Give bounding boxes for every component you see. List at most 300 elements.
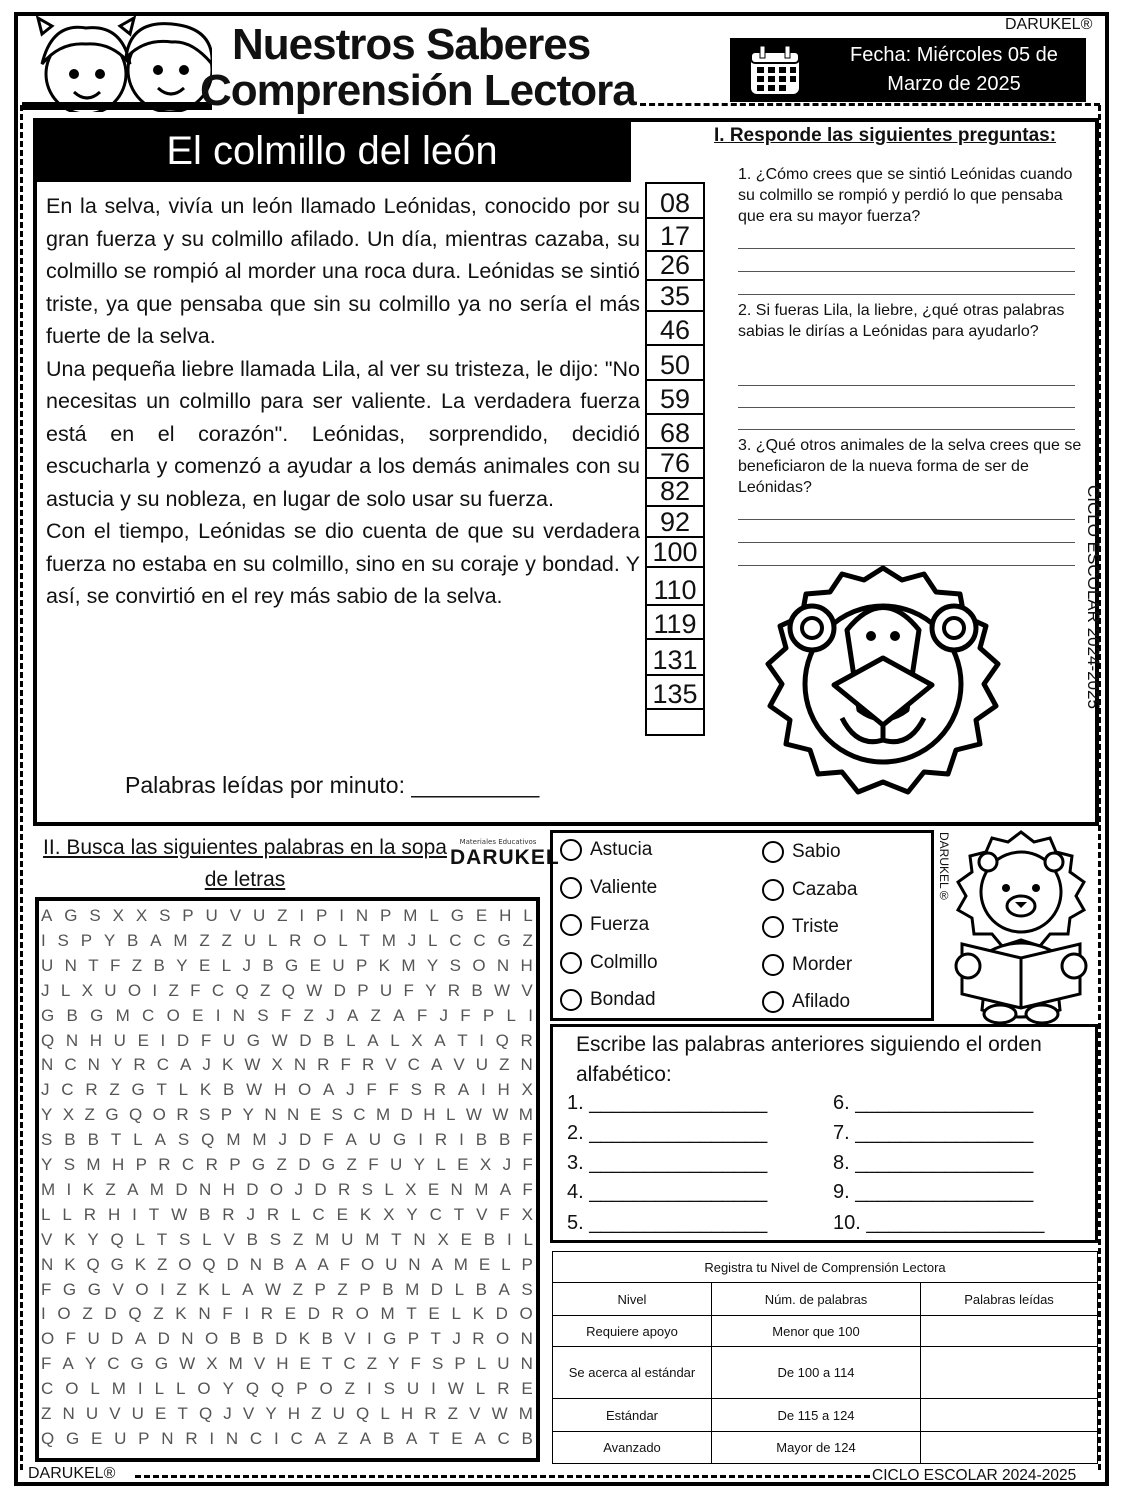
letter-cell[interactable]: H — [287, 1404, 301, 1423]
letter-cell[interactable]: D — [226, 1254, 239, 1274]
letter-cell[interactable]: H — [423, 1105, 436, 1125]
alphabetical-answer[interactable]: 6. ________________ — [833, 1092, 1034, 1114]
letter-cell[interactable]: C — [211, 980, 225, 1000]
letter-cell[interactable]: P — [355, 955, 368, 975]
letter-cell[interactable]: L — [523, 906, 533, 925]
letter-cell[interactable]: Z — [499, 1055, 510, 1075]
letter-cell[interactable]: Q — [129, 1105, 143, 1125]
letter-cell[interactable]: L — [154, 1379, 165, 1399]
letter-cell[interactable]: C — [156, 1055, 169, 1075]
letter-cell[interactable]: Z — [259, 980, 271, 1000]
letter-cell[interactable]: P — [380, 906, 392, 925]
letter-cell[interactable]: C — [142, 1005, 155, 1025]
letter-cell[interactable]: U — [341, 1229, 354, 1249]
letter-cell[interactable]: A — [322, 1080, 335, 1100]
letter-cell[interactable]: R — [520, 1030, 533, 1050]
letter-cell[interactable]: G — [251, 1155, 266, 1174]
letter-cell[interactable]: N — [450, 1179, 463, 1199]
alphabetical-answer[interactable]: 4. ________________ — [567, 1181, 768, 1203]
level-words-read[interactable] — [921, 1316, 1098, 1347]
letter-cell[interactable]: E — [475, 906, 488, 925]
letter-cell[interactable]: N — [408, 1254, 421, 1274]
alphabetical-answer[interactable]: 3. ________________ — [567, 1152, 768, 1174]
letter-cell[interactable]: X — [521, 1080, 533, 1100]
letter-cell[interactable]: F — [190, 980, 201, 1000]
letter-cell[interactable]: S — [449, 955, 461, 975]
letter-cell[interactable]: X — [62, 1105, 75, 1125]
letter-cell[interactable]: G — [497, 930, 511, 950]
letter-cell[interactable]: R — [447, 980, 461, 1000]
letter-cell[interactable]: N — [161, 1428, 174, 1448]
letter-cell[interactable]: T — [391, 1229, 402, 1249]
letter-cell[interactable]: S — [89, 906, 101, 925]
letter-cell[interactable]: E — [284, 1304, 297, 1324]
letter-cell[interactable]: N — [520, 1354, 533, 1374]
letter-cell[interactable]: F — [222, 1304, 233, 1324]
letter-cell[interactable]: S — [521, 1279, 533, 1299]
letter-cell[interactable]: H — [107, 1204, 121, 1224]
letter-cell[interactable]: P — [135, 1155, 147, 1174]
letter-cell[interactable]: M — [173, 930, 188, 950]
letter-cell[interactable]: H — [520, 955, 533, 975]
letter-cell[interactable]: F — [41, 1354, 52, 1374]
letter-cell[interactable]: E — [521, 1379, 533, 1399]
letter-cell[interactable]: R — [361, 1055, 375, 1075]
letter-cell[interactable]: R — [222, 1204, 235, 1224]
letter-cell[interactable]: L — [135, 1229, 145, 1249]
letter-cell[interactable]: G — [90, 1005, 104, 1025]
letter-cell[interactable]: K — [221, 1055, 234, 1075]
letter-cell[interactable]: L — [476, 1354, 487, 1374]
letter-cell[interactable]: V — [242, 1404, 255, 1423]
word-item[interactable] — [762, 916, 839, 938]
letter-cell[interactable]: R — [133, 1055, 146, 1075]
letter-cell[interactable]: E — [478, 1254, 491, 1274]
letter-cell[interactable]: K — [64, 1254, 76, 1274]
letter-cell[interactable]: E — [309, 955, 321, 975]
letter-cell[interactable]: Q — [201, 1130, 215, 1150]
letter-cell[interactable]: M — [315, 1229, 330, 1249]
letter-cell[interactable]: C — [429, 1204, 442, 1224]
letter-cell[interactable]: B — [252, 1329, 264, 1349]
letter-cell[interactable]: U — [406, 1379, 420, 1399]
letter-cell[interactable]: R — [83, 1204, 97, 1224]
letter-cell[interactable]: T — [148, 1204, 160, 1224]
letter-cell[interactable]: V — [521, 980, 533, 1000]
checkbox-circle-icon[interactable] — [762, 954, 784, 976]
letter-cell[interactable]: X — [411, 1030, 423, 1050]
letter-cell[interactable]: L — [346, 1030, 356, 1050]
level-words-read[interactable] — [921, 1347, 1098, 1399]
letter-cell[interactable]: K — [82, 1179, 94, 1199]
letter-cell[interactable]: F — [340, 1055, 351, 1075]
letter-cell[interactable]: E — [198, 955, 211, 975]
letter-cell[interactable]: M — [228, 1354, 243, 1374]
letter-cell[interactable]: I — [215, 1005, 221, 1025]
letter-cell[interactable]: H — [222, 1179, 235, 1199]
letter-cell[interactable]: I — [273, 1428, 279, 1448]
letter-cell[interactable]: A — [498, 1279, 510, 1299]
letter-cell[interactable]: L — [451, 1304, 461, 1324]
letter-cell[interactable]: J — [202, 1055, 211, 1075]
letter-cell[interactable]: O — [152, 1105, 166, 1125]
letter-cell[interactable]: M — [365, 1229, 380, 1249]
letter-cell[interactable]: F — [323, 1130, 334, 1150]
letter-cell[interactable]: C — [473, 930, 486, 950]
letter-cell[interactable]: J — [439, 1005, 448, 1025]
letter-cell[interactable]: L — [41, 1204, 51, 1224]
letter-cell[interactable]: R — [317, 1055, 330, 1075]
letter-cell[interactable]: A — [345, 1130, 357, 1150]
letter-cell[interactable]: Y — [425, 980, 437, 1000]
letter-cell[interactable]: A — [41, 906, 53, 925]
letter-cell[interactable]: Z — [311, 1404, 322, 1423]
letter-cell[interactable]: N — [198, 1179, 212, 1199]
letter-cell[interactable]: S — [57, 930, 69, 950]
letter-cell[interactable]: E — [451, 1428, 463, 1448]
letter-cell[interactable]: L — [445, 1105, 456, 1125]
letter-cell[interactable]: N — [287, 1105, 300, 1125]
letter-cell[interactable]: A — [295, 1254, 307, 1274]
letter-cell[interactable]: B — [382, 1279, 394, 1299]
letter-cell[interactable]: Y — [406, 1204, 418, 1224]
letter-cell[interactable]: M — [518, 1404, 533, 1423]
letter-cell[interactable]: R — [337, 1179, 351, 1199]
checkbox-circle-icon[interactable] — [762, 991, 784, 1013]
letter-cell[interactable]: C — [249, 1428, 263, 1448]
letter-cell[interactable]: S — [159, 906, 171, 925]
letter-cell[interactable]: U — [379, 980, 393, 1000]
letter-cell[interactable]: K — [359, 1204, 372, 1224]
checkbox-circle-icon[interactable] — [560, 989, 582, 1011]
letter-cell[interactable]: X — [479, 1155, 492, 1174]
letter-cell[interactable]: M — [226, 1130, 241, 1150]
letter-cell[interactable]: X — [405, 1179, 417, 1199]
letter-cell[interactable]: F — [339, 1254, 351, 1274]
letter-cell[interactable]: I — [366, 1379, 372, 1399]
answer-line[interactable] — [738, 385, 1075, 386]
letter-cell[interactable]: P — [454, 1354, 466, 1374]
letter-cell[interactable]: T — [406, 1304, 417, 1324]
letter-cell[interactable]: U — [389, 1155, 403, 1174]
letter-cell[interactable]: Q — [356, 1404, 370, 1423]
letter-cell[interactable]: J — [346, 1080, 355, 1100]
letter-cell[interactable]: F — [522, 1179, 533, 1199]
letter-cell[interactable]: B — [382, 1428, 395, 1448]
letter-cell[interactable]: V — [453, 1055, 465, 1075]
letter-cell[interactable]: L — [523, 1229, 533, 1249]
letter-cell[interactable]: Z — [153, 1304, 164, 1324]
letter-cell[interactable]: H — [89, 1030, 103, 1050]
letter-cell[interactable]: C — [497, 1428, 510, 1448]
letter-cell[interactable]: I — [367, 1329, 372, 1349]
letter-cell[interactable]: Z — [82, 1304, 93, 1324]
letter-cell[interactable]: O — [65, 1379, 79, 1399]
letter-cell[interactable]: M — [252, 1130, 267, 1150]
letter-cell[interactable]: E — [299, 1354, 311, 1374]
letter-cell[interactable]: S — [269, 1229, 282, 1249]
word-item[interactable] — [762, 991, 850, 1013]
letter-cell[interactable]: B — [127, 930, 139, 950]
letter-cell[interactable]: A — [134, 1329, 147, 1349]
letter-cell[interactable]: Q — [110, 1229, 124, 1249]
letter-cell[interactable]: X — [521, 1204, 533, 1224]
letter-cell[interactable]: A — [314, 1428, 326, 1448]
letter-cell[interactable]: Z — [221, 930, 232, 950]
letter-cell[interactable]: A — [62, 1354, 74, 1374]
letter-cell[interactable]: B — [471, 980, 483, 1000]
letter-cell[interactable]: G — [62, 1279, 77, 1299]
letter-cell[interactable]: Y — [41, 1155, 53, 1174]
letter-cell[interactable]: M — [86, 1155, 101, 1174]
letter-cell[interactable]: M — [405, 1279, 420, 1299]
letter-cell[interactable]: Z — [337, 1428, 348, 1448]
letter-cell[interactable]: L — [178, 1080, 189, 1100]
letter-cell[interactable]: B — [475, 1279, 487, 1299]
letter-cell[interactable]: V — [229, 906, 242, 925]
letter-cell[interactable]: M — [474, 1179, 489, 1199]
letter-cell[interactable]: R — [85, 1080, 98, 1100]
letter-cell[interactable]: F — [388, 1080, 399, 1100]
checkbox-circle-icon[interactable] — [762, 841, 784, 863]
letter-cell[interactable]: R — [497, 1379, 510, 1399]
letter-cell[interactable]: E — [428, 1304, 440, 1324]
letter-cell[interactable]: O — [355, 1304, 369, 1324]
letter-cell[interactable]: B — [199, 1204, 211, 1224]
letter-cell[interactable]: Q — [86, 1254, 100, 1274]
letter-cell[interactable]: E — [155, 1404, 167, 1423]
letter-cell[interactable]: N — [413, 1229, 426, 1249]
letter-cell[interactable]: I — [41, 1304, 46, 1324]
word-item[interactable] — [762, 954, 852, 976]
letter-cell[interactable]: Y — [84, 1354, 97, 1374]
word-item[interactable] — [560, 914, 649, 936]
letter-cell[interactable]: J — [41, 1080, 50, 1100]
letter-cell[interactable]: X — [383, 1204, 395, 1224]
letter-cell[interactable]: G — [154, 1354, 169, 1374]
letter-cell[interactable]: M — [380, 1304, 395, 1324]
letter-cell[interactable]: G — [105, 1105, 119, 1125]
letter-cell[interactable]: O — [166, 1005, 180, 1025]
word-item[interactable] — [560, 839, 652, 861]
letter-cell[interactable]: H — [497, 1080, 510, 1100]
letter-cell[interactable]: N — [41, 1055, 54, 1075]
letter-cell[interactable]: P — [359, 1279, 371, 1299]
letter-cell[interactable]: L — [380, 1404, 390, 1423]
letter-cell[interactable]: O — [204, 1329, 219, 1349]
letter-cell[interactable]: R — [434, 1130, 448, 1150]
letter-cell[interactable]: V — [41, 1229, 53, 1249]
letter-cell[interactable]: D — [495, 1304, 508, 1324]
letter-cell[interactable]: B — [521, 1428, 533, 1448]
letter-cell[interactable]: L — [436, 1155, 446, 1174]
letter-cell[interactable]: Z — [366, 1354, 378, 1374]
letter-cell[interactable]: A — [393, 1005, 405, 1025]
letter-cell[interactable]: S — [199, 1105, 211, 1125]
letter-cell[interactable]: T — [177, 1404, 188, 1423]
letter-cell[interactable]: J — [326, 1005, 335, 1025]
letter-cell[interactable]: A — [431, 1254, 443, 1274]
letter-cell[interactable]: Z — [84, 1105, 95, 1125]
letter-cell[interactable]: C — [41, 1379, 54, 1399]
letter-cell[interactable]: B — [229, 1329, 241, 1349]
letter-cell[interactable]: X — [437, 1229, 449, 1249]
letter-cell[interactable]: I — [66, 1179, 72, 1199]
letter-cell[interactable]: A — [430, 1055, 443, 1075]
letter-cell[interactable]: K — [198, 1279, 210, 1299]
letter-cell[interactable]: L — [267, 930, 278, 950]
letter-cell[interactable]: F — [499, 1204, 510, 1224]
letter-cell[interactable]: N — [87, 1055, 100, 1075]
letter-cell[interactable]: Q — [41, 1030, 55, 1050]
word-item[interactable] — [560, 877, 657, 899]
letter-cell[interactable]: Y — [110, 1055, 123, 1075]
letter-cell[interactable]: Z — [41, 1404, 52, 1423]
letter-cell[interactable]: U — [85, 1404, 99, 1423]
letter-cell[interactable]: K — [134, 1254, 147, 1274]
letter-cell[interactable]: S — [257, 1005, 269, 1025]
letter-cell[interactable]: I — [41, 930, 46, 950]
letter-cell[interactable]: I — [480, 1080, 486, 1100]
letter-cell[interactable]: I — [152, 980, 158, 1000]
word-item[interactable] — [762, 841, 841, 863]
letter-cell[interactable]: D — [299, 1030, 312, 1050]
letter-cell[interactable]: B — [262, 955, 274, 975]
letter-cell[interactable]: E — [427, 1179, 440, 1199]
letter-cell[interactable]: Q — [245, 1379, 260, 1399]
letter-cell[interactable]: G — [321, 1155, 336, 1174]
letter-cell[interactable]: E — [460, 1229, 472, 1249]
letter-cell[interactable]: S — [383, 1379, 395, 1399]
letter-cell[interactable]: I — [299, 906, 305, 925]
letter-cell[interactable]: R — [176, 1105, 189, 1125]
word-item[interactable] — [560, 952, 658, 974]
letter-cell[interactable]: H — [276, 1354, 289, 1374]
letter-cell[interactable]: J — [246, 1204, 255, 1224]
letter-cell[interactable]: H — [273, 1080, 287, 1100]
checkbox-circle-icon[interactable] — [560, 839, 582, 861]
word-item[interactable] — [560, 989, 656, 1011]
letter-cell[interactable]: O — [127, 980, 142, 1000]
checkbox-circle-icon[interactable] — [762, 916, 784, 938]
letter-cell[interactable]: Z — [105, 1179, 116, 1199]
letter-cell[interactable]: N — [496, 955, 510, 975]
letter-cell[interactable]: Q — [198, 1404, 213, 1423]
letter-cell[interactable]: N — [181, 1329, 194, 1349]
letter-cell[interactable]: V — [385, 1055, 397, 1075]
letter-cell[interactable]: S — [361, 1179, 373, 1199]
letter-cell[interactable]: W — [246, 1080, 263, 1100]
letter-cell[interactable]: I — [209, 1428, 215, 1448]
letter-cell[interactable]: X — [135, 906, 148, 925]
letter-cell[interactable]: Z — [337, 1279, 348, 1299]
letter-cell[interactable]: T — [156, 1229, 168, 1249]
letter-cell[interactable]: B — [483, 1229, 496, 1249]
letter-cell[interactable]: D — [246, 1179, 259, 1199]
letter-cell[interactable]: Y — [103, 930, 116, 950]
letter-cell[interactable]: L — [221, 1279, 231, 1299]
letter-cell[interactable]: Y — [265, 1404, 277, 1423]
letter-cell[interactable]: D — [333, 980, 346, 1000]
letter-cell[interactable]: G — [87, 1279, 101, 1299]
letter-cell[interactable]: B — [246, 1229, 258, 1249]
letter-cell[interactable]: T — [359, 930, 370, 950]
letter-cell[interactable]: F — [200, 1030, 212, 1050]
letter-cell[interactable]: P — [314, 1279, 326, 1299]
alphabetical-answer[interactable]: 1. ________________ — [567, 1092, 768, 1114]
letter-cell[interactable]: W — [179, 1354, 196, 1374]
letter-cell[interactable]: S — [179, 1229, 191, 1249]
letter-cell[interactable]: O — [313, 930, 327, 950]
letter-cell[interactable]: M — [453, 1254, 468, 1274]
letter-cell[interactable]: Q — [281, 980, 295, 1000]
letter-cell[interactable]: Y — [41, 1105, 53, 1125]
letter-cell[interactable]: K — [378, 955, 391, 975]
letter-cell[interactable]: O — [41, 1329, 55, 1349]
letter-cell[interactable]: Z — [276, 1155, 287, 1174]
letter-cell[interactable]: B — [87, 1130, 99, 1150]
letter-cell[interactable]: L — [291, 1204, 301, 1224]
letter-cell[interactable]: Z — [131, 955, 143, 975]
letter-cell[interactable]: M — [403, 906, 418, 925]
letter-cell[interactable]: T — [457, 1030, 468, 1050]
letter-cell[interactable]: Y — [413, 1155, 425, 1174]
letter-cell[interactable]: D — [157, 1329, 170, 1349]
letter-cell[interactable]: K — [298, 1329, 311, 1349]
letter-cell[interactable]: R — [158, 1155, 171, 1174]
letter-cell[interactable]: D — [176, 1030, 190, 1050]
letter-cell[interactable]: F — [280, 1005, 292, 1025]
letter-cell[interactable]: J — [278, 1130, 288, 1150]
letter-cell[interactable]: L — [454, 1279, 465, 1299]
letter-cell[interactable]: O — [197, 1379, 211, 1399]
letter-cell[interactable]: B — [321, 1329, 333, 1349]
letter-cell[interactable]: M — [115, 1005, 130, 1025]
letter-cell[interactable]: P — [182, 906, 194, 925]
answer-line[interactable] — [738, 271, 1075, 272]
letter-cell[interactable]: R — [331, 1304, 344, 1324]
letter-cell[interactable]: M — [149, 1179, 164, 1199]
letter-cell[interactable]: C — [181, 1155, 195, 1174]
letter-cell[interactable]: U — [243, 930, 256, 950]
letter-cell[interactable]: W — [244, 1055, 261, 1075]
letter-cell[interactable]: Q — [128, 1304, 142, 1324]
letter-cell[interactable]: P — [407, 1329, 420, 1349]
letter-cell[interactable]: R — [266, 1204, 280, 1224]
letter-cell[interactable]: D — [307, 1304, 320, 1324]
letter-cell[interactable]: Z — [109, 1080, 120, 1100]
alphabetical-answer[interactable]: 9. ________________ — [833, 1181, 1034, 1203]
letter-cell[interactable]: C — [312, 1204, 325, 1224]
letter-cell[interactable]: U — [252, 906, 266, 925]
letter-cell[interactable]: V — [109, 1404, 121, 1423]
letter-cell[interactable]: I — [160, 1279, 165, 1299]
letter-cell[interactable]: D — [104, 1304, 117, 1324]
letter-cell[interactable]: G — [131, 1080, 145, 1100]
letter-cell[interactable]: D — [275, 1329, 288, 1349]
letter-cell[interactable]: S — [63, 1155, 76, 1174]
letter-cell[interactable]: P — [521, 1254, 533, 1274]
letter-cell[interactable]: F — [403, 980, 414, 1000]
letter-cell[interactable]: B — [66, 1005, 78, 1025]
letter-cell[interactable]: C — [353, 1105, 366, 1125]
letter-cell[interactable]: N — [249, 1254, 263, 1274]
letter-cell[interactable]: F — [65, 1329, 77, 1349]
letter-cell[interactable]: K — [64, 1229, 76, 1249]
letter-cell[interactable]: U — [332, 955, 345, 975]
letter-cell[interactable]: Z — [344, 1379, 356, 1399]
letter-cell[interactable]: L — [338, 930, 348, 950]
